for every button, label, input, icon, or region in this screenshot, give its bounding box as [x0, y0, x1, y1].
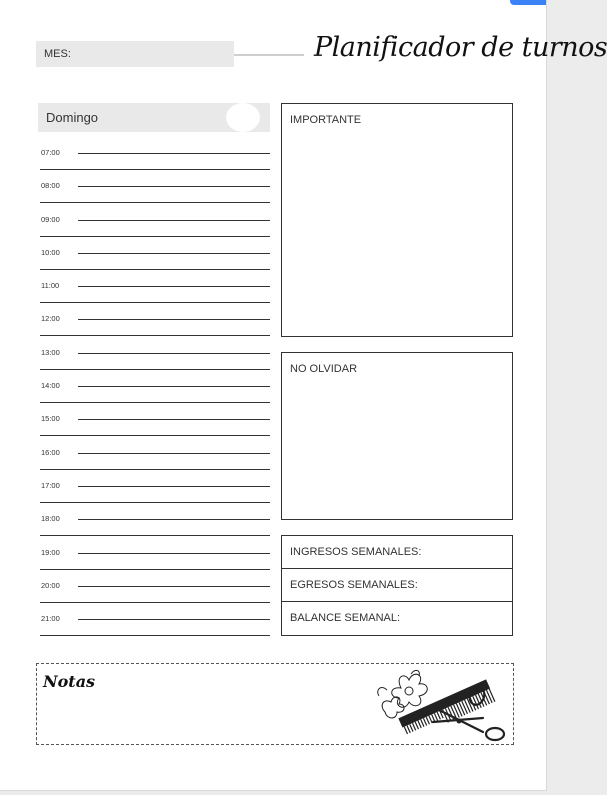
write-line — [78, 153, 270, 154]
schedule-slot[interactable] — [40, 337, 270, 370]
time-label: 08:00 — [41, 181, 60, 191]
schedule-slot[interactable] — [40, 470, 270, 503]
schedule-slot[interactable] — [40, 303, 270, 336]
time-label: 17:00 — [41, 480, 60, 490]
dont-forget-box[interactable] — [281, 352, 513, 520]
important-label: IMPORTANTE — [290, 114, 362, 126]
expenses-row[interactable] — [282, 569, 512, 602]
write-line — [78, 619, 270, 620]
time-label: 16:00 — [41, 447, 60, 457]
write-line — [40, 635, 270, 636]
schedule-slot[interactable] — [40, 570, 270, 603]
write-line — [78, 586, 270, 587]
schedule-slot[interactable] — [40, 137, 270, 170]
month-label: MES: — [44, 48, 71, 60]
write-line — [78, 486, 270, 487]
time-label: 07:00 — [41, 148, 60, 157]
finance-table — [281, 535, 513, 636]
write-line — [78, 286, 270, 287]
schedule-slot[interactable] — [40, 437, 270, 470]
schedule-slot[interactable] — [40, 270, 270, 303]
time-label: 19:00 — [41, 547, 60, 557]
schedule-slot[interactable] — [40, 537, 270, 570]
write-line — [78, 419, 270, 420]
schedule-slot[interactable] — [40, 170, 270, 203]
day-header — [38, 103, 270, 132]
schedule-slot[interactable] — [40, 503, 270, 536]
time-label: 13:00 — [41, 347, 60, 357]
corner-accent — [510, 0, 546, 5]
time-label: 15:00 — [41, 414, 60, 424]
time-label: 09:00 — [41, 214, 60, 224]
notes-label: Notas — [43, 672, 96, 691]
time-label: 20:00 — [41, 580, 60, 590]
time-label: 14:00 — [41, 381, 60, 391]
write-line — [78, 186, 270, 187]
write-line — [78, 253, 270, 254]
balance-row[interactable] — [282, 602, 512, 635]
time-label: 11:00 — [41, 281, 60, 291]
time-label: 18:00 — [41, 514, 60, 524]
comb-scissors-flower-icon — [371, 666, 507, 744]
income-row[interactable] — [282, 536, 512, 569]
title-divider — [234, 54, 304, 56]
schedule-slot[interactable] — [40, 403, 270, 436]
time-label: 12:00 — [41, 314, 60, 324]
schedule-slot[interactable] — [40, 603, 270, 636]
page-title: Planificador de turnos — [314, 32, 607, 63]
write-line — [78, 386, 270, 387]
notes-box[interactable] — [36, 663, 514, 745]
important-box[interactable] — [281, 103, 513, 337]
schedule-slot[interactable] — [40, 370, 270, 403]
balance-label: BALANCE SEMANAL: — [290, 612, 401, 624]
day-number-circle[interactable] — [226, 103, 260, 132]
write-line — [78, 220, 270, 221]
expenses-label: EGRESOS SEMANALES: — [290, 579, 418, 591]
time-label: 10:00 — [41, 247, 60, 257]
write-line — [78, 519, 270, 520]
write-line — [78, 553, 270, 554]
time-label: 21:00 — [41, 614, 60, 624]
write-line — [78, 353, 270, 354]
schedule-list — [40, 137, 270, 636]
dont-forget-label: NO OLVIDAR — [290, 363, 358, 375]
income-label: INGRESOS SEMANALES: — [290, 546, 422, 558]
schedule-slot[interactable] — [40, 204, 270, 237]
month-field[interactable] — [36, 41, 234, 67]
write-line — [78, 453, 270, 454]
day-name: Domingo — [46, 110, 99, 125]
write-line — [78, 319, 270, 320]
schedule-slot[interactable] — [40, 237, 270, 270]
